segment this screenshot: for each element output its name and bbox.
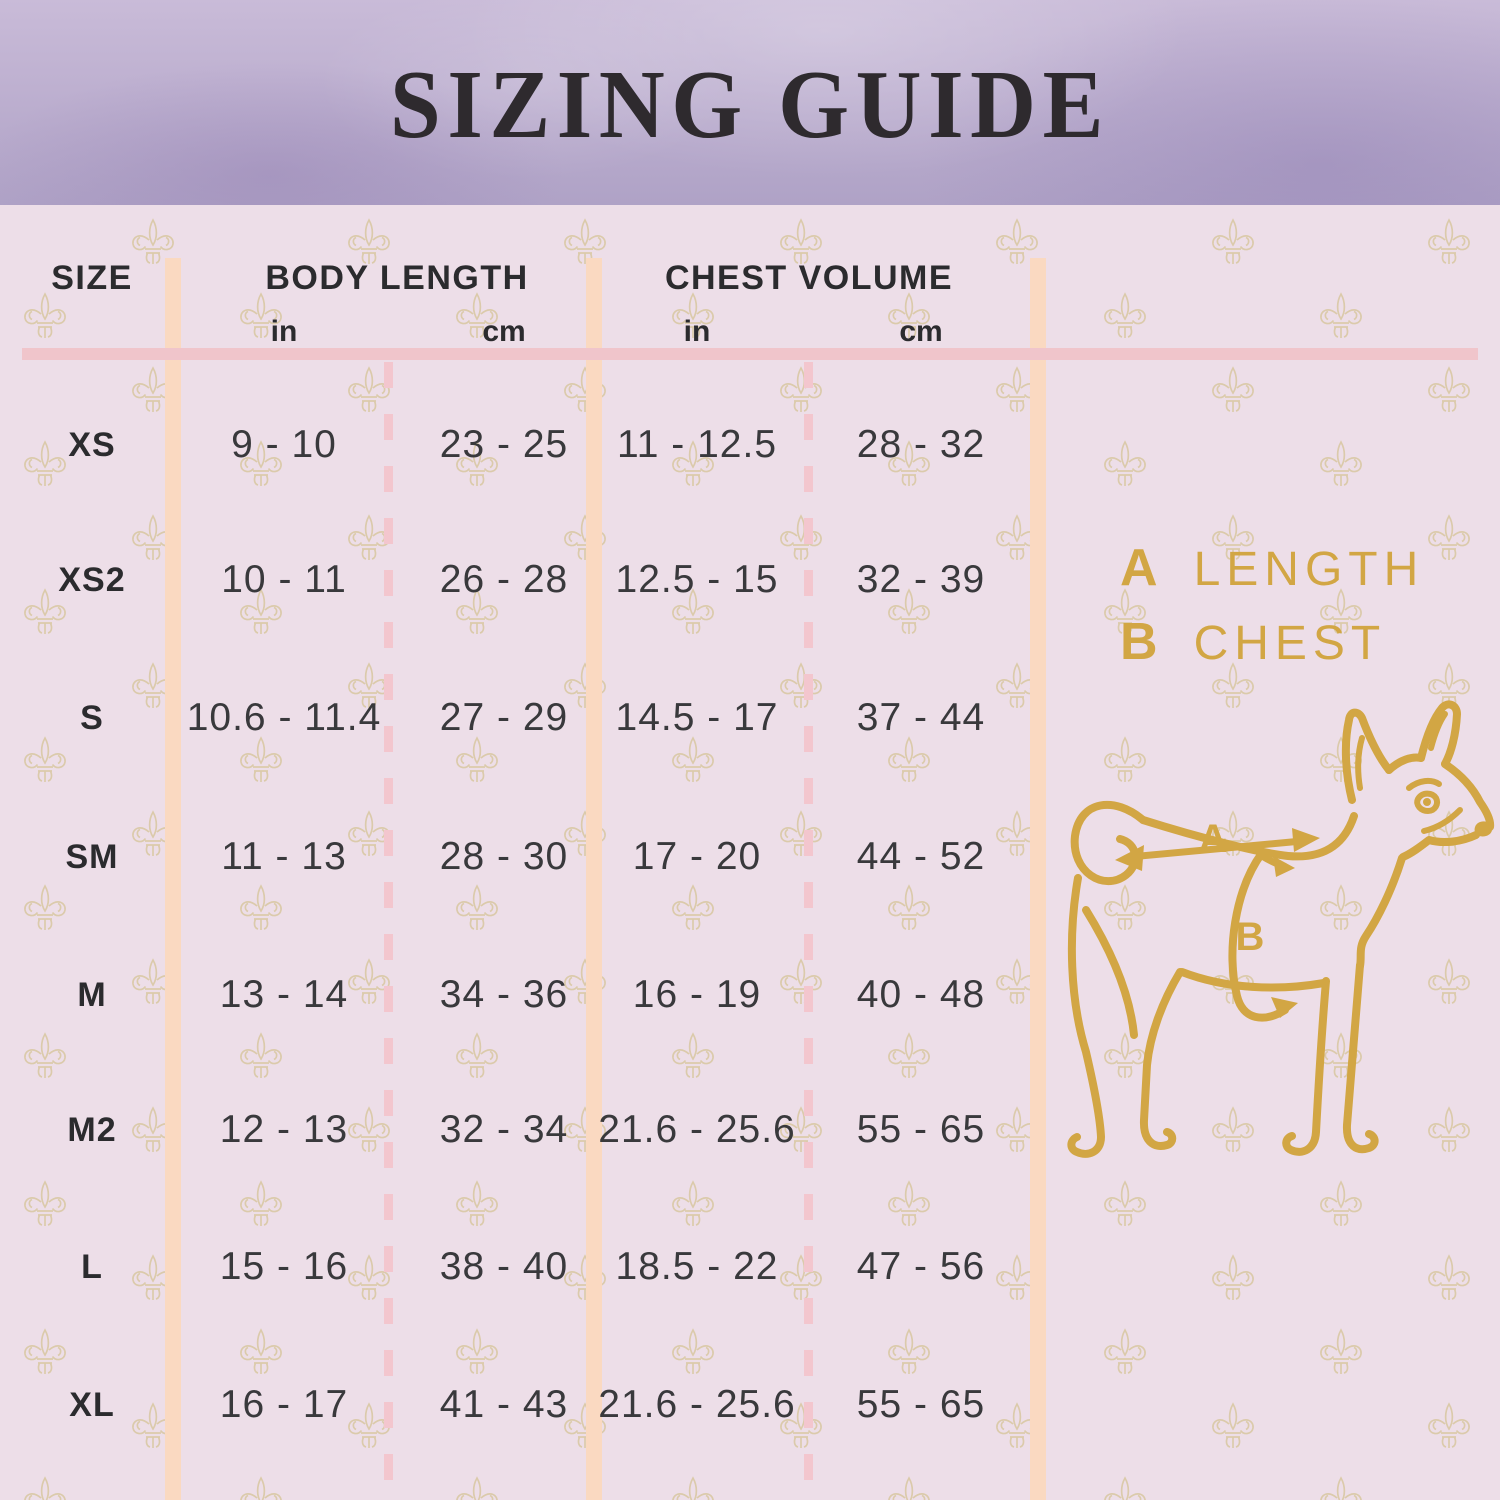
size-label: L [81,1248,103,1286]
body-length-in: 10.6 - 11.4 [186,696,382,739]
chest-volume-cm: 44 - 52 [856,835,986,878]
legend-label-chest: CHEST [1193,617,1387,670]
chest-volume-cm: 28 - 32 [856,423,986,466]
body-length-cm: 34 - 36 [439,973,569,1016]
body-length-cm: 32 - 34 [439,1108,569,1151]
unit-header-chest-in: in [683,315,711,348]
unit-header-body-in: in [270,315,298,348]
body-length-cm: 26 - 28 [439,558,569,601]
table-row [0,1374,1040,1436]
body-length-in: 12 - 13 [219,1108,349,1151]
chest-volume-in: 14.5 - 17 [615,696,779,739]
column-header-size: SIZE [51,259,133,297]
chest-volume-cm: 55 - 65 [856,1108,986,1151]
unit-header-chest-cm: cm [899,315,943,348]
size-label: SM [65,838,119,876]
unit-divider-dashed-line [804,362,813,1500]
chest-volume-in: 16 - 19 [632,973,762,1016]
header-banner [0,0,1500,205]
header-underline [22,348,1478,360]
body-length-cm: 27 - 29 [439,696,569,739]
column-header-body-length: BODY LENGTH [265,259,529,297]
chest-volume-in: 11 - 12.5 [616,423,778,466]
body-length-cm: 41 - 43 [439,1383,569,1426]
column-header-chest-volume: CHEST VOLUME [664,259,954,297]
table-row [0,414,1040,476]
body-length-cm: 23 - 25 [439,423,569,466]
measure-letter-a: A [1198,817,1228,861]
body-length-in: 13 - 14 [219,973,349,1016]
body-length-in: 10 - 11 [221,558,347,601]
chest-volume-in: 21.6 - 25.6 [598,1108,796,1151]
size-label: S [80,699,104,737]
body-length-in: 9 - 10 [231,423,337,466]
legend-chest [1120,612,1386,672]
measure-letter-b: B [1235,915,1265,959]
legend-key-a: A [1120,539,1158,597]
size-label: XS2 [58,561,126,599]
legend-key-b: B [1120,613,1158,671]
body-length-in: 15 - 16 [219,1245,349,1288]
chest-volume-cm: 40 - 48 [856,973,986,1016]
chest-volume-in: 12.5 - 15 [615,558,779,601]
chest-volume-cm: 47 - 56 [856,1245,986,1288]
table-row [0,549,1040,611]
unit-divider-dashed-line [384,362,393,1500]
table-row [0,1236,1040,1298]
chest-volume-cm: 55 - 65 [856,1383,986,1426]
body-length-in: 11 - 13 [221,835,347,878]
chest-volume-in: 18.5 - 22 [615,1245,779,1288]
dog-measurement-illustration [1030,700,1500,1200]
size-label: M [77,976,107,1014]
chest-volume-cm: 37 - 44 [856,696,986,739]
table-row [0,964,1040,1026]
unit-header-body-cm: cm [482,315,526,348]
chest-volume-in: 17 - 20 [632,835,762,878]
chest-volume-in: 21.6 - 25.6 [598,1383,796,1426]
table-row [0,687,1040,749]
size-label: XS [68,426,116,464]
body-length-cm: 28 - 30 [439,835,569,878]
page-title: SIZING GUIDE [390,50,1110,158]
body-length-in: 16 - 17 [219,1383,349,1426]
table-row [0,1099,1040,1161]
size-label: M2 [67,1111,117,1149]
body-length-cm: 38 - 40 [439,1245,569,1288]
legend-label-length: LENGTH [1193,543,1425,596]
chest-volume-cm: 32 - 39 [856,558,986,601]
size-label: XL [69,1386,115,1424]
table-row [0,826,1040,888]
legend-length [1120,538,1424,598]
